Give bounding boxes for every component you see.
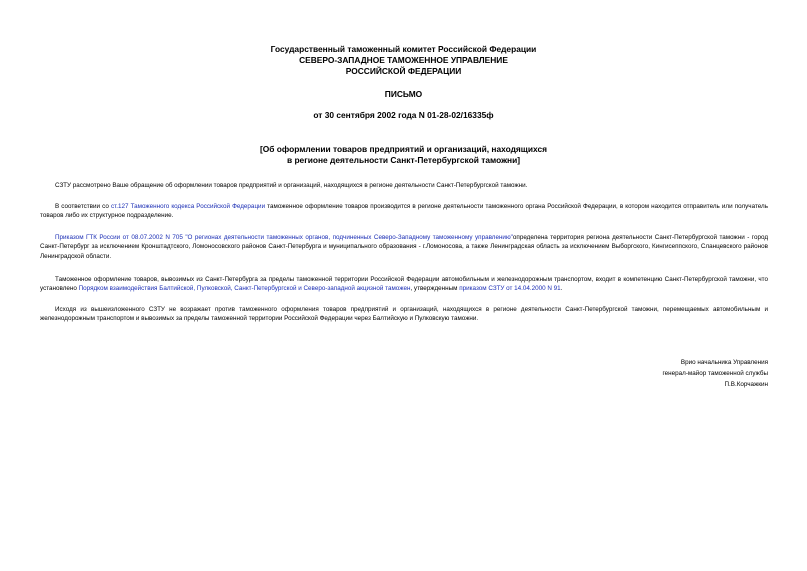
document-body [40, 181, 768, 335]
paragraph-3-post: определена территория региона деятельности Санкт-Петербургской таможни - город Санкт-Петербург за исключением Кронштадтского, Ломоносовского районов Санкт-Петербурга и муниципального образования - г.Ломоносова, а также Ленинградская область за исключением Выборгского, Кингисеппского, Сланцевского районов Ленинградской области. [40, 233, 768, 260]
document-date-number: от 30 сентября 2002 года N 01-28-02/16335ф [313, 110, 494, 120]
paragraph-3 [40, 233, 768, 262]
link-customs-code-article-127[interactable]: ст.127 Таможенного кодекса Российской Федерации [110, 202, 266, 210]
signature-name: П.В.Корчажкин [724, 381, 768, 388]
paragraph-1 [40, 181, 768, 191]
org-name-line2: СЕВЕРО-ЗАПАДНОЕ ТАМОЖЕННОЕ УПРАВЛЕНИЕ [299, 55, 508, 65]
org-name-line1: Государственный таможенный комитет Российской Федерации [270, 44, 537, 54]
paragraph-4-pre: Таможенное оформление товаров, вывозимых из Санкт-Петербурга за пределы таможенной территории Российской Федерации автомобильным и железнодорожным транспортом, входит в компетенцию Санкт-Петербургской таможни, что установлено [40, 275, 768, 293]
signature-block [663, 357, 769, 390]
paragraph-2-post: таможенное оформление товаров производится в регионе деятельности таможенного органа Российской Федерации, в котором находится отправитель или получатель товаров либо их структурное подразделение. [40, 202, 769, 220]
org-name-line3: РОССИЙСКОЙ ФЕДЕРАЦИИ [345, 66, 462, 76]
paragraph-2-pre: В соответствии со [55, 202, 111, 210]
document-type: ПИСЬМО [384, 89, 423, 99]
paragraph-4-mid: , утвержденным [410, 285, 460, 293]
document-subject-line2: в регионе деятельности Санкт-Петербургской таможни] [286, 155, 521, 165]
paragraph-5-text: Исходя из вышеизложенного СЗТУ не возражает против таможенного оформления товаров предприятий и организаций, находящихся в регионе деятельности Санкт-Петербургской таможни, перемещаемых автомобильным и железнодорожным транспортом и вывозимых за пределы таможенной территории Российской Федерации через Балтийскую и Пулковскую таможни. [40, 305, 768, 323]
paragraph-2 [40, 202, 768, 221]
paragraph-5 [40, 305, 768, 324]
paragraph-4 [40, 275, 768, 294]
paragraph-4-post: . [560, 285, 563, 293]
document-header [0, 44, 807, 166]
link-interaction-procedure[interactable]: Порядком взаимодействия Балтийской, Пулковской, Санкт-Петербургской и Северо-западной акцизной таможен [78, 285, 411, 293]
link-gtk-order-705[interactable]: Приказом ГТК России от 08.07.2002 N 705 "О регионах деятельности таможенных органов, подчиненных Северо-Западному таможенному управлению" [55, 233, 513, 241]
link-sztu-order-91[interactable]: приказом СЗТУ от 14.04.2000 N 91 [459, 285, 561, 293]
document-subject-line1: [Об оформлении товаров предприятий и организаций, находящихся [259, 144, 548, 154]
signature-rank: генерал-майор таможенной службы [662, 370, 768, 377]
signature-position: Врио начальника Управления [680, 359, 768, 366]
paragraph-1-text: СЗТУ рассмотрено Ваше обращение об оформлении товаров предприятий и организаций, находящихся в регионе деятельности Санкт-Петербургской таможни. [55, 182, 528, 189]
